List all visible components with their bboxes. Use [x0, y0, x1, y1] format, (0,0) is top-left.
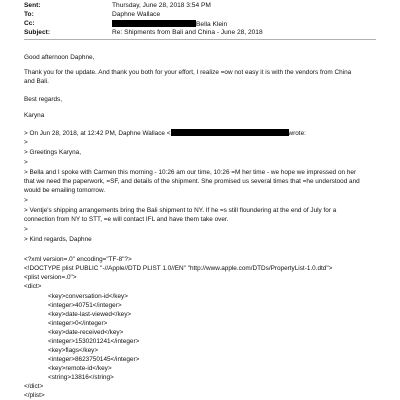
cc-value-row: [112, 20, 227, 29]
plist-line: <plist version=.0">: [24, 274, 77, 281]
sent-value: Thursday, June 28, 2018 3:54 PM: [112, 2, 211, 9]
subject-label: Subject:: [24, 29, 51, 36]
greeting: Good afternoon Daphne,: [24, 54, 95, 61]
to-label: To:: [24, 11, 34, 18]
quote-line: >: [24, 197, 28, 204]
plist-line: <key>flags</key>: [48, 347, 99, 354]
redaction-bar: [112, 20, 196, 27]
plist-line: <string>13816</string>: [48, 374, 114, 381]
plist-line: </dict>: [24, 383, 44, 390]
quote-greeting: > Greetings Karyna,: [24, 149, 82, 156]
quote-header-start: > On Jun 28, 2018, at 12:42 PM, Daphne Wallace <: [24, 130, 171, 137]
quote-line: connection from NY to STT, =e will contact IFL and have them take over.: [24, 216, 229, 223]
quote-line: > Ventje's shipping arrangements bring the Bali shipment to NY. If he =s still floundering at the end of July for a: [24, 207, 337, 214]
plist-line: <integer>0</integer>: [48, 320, 108, 327]
body-paragraph-line: and Bali.: [24, 78, 49, 85]
plist-line: <integer>1530201241</integer>: [48, 338, 140, 345]
quote-closing: > Kind regards, Daphne: [24, 236, 92, 243]
quote-line: would be emailing tomorrow.: [24, 187, 105, 194]
plist-line: <integer>8623750145</integer>: [48, 356, 140, 363]
plist-line: </plist>: [24, 392, 45, 399]
quote-header-end: wrote:: [288, 130, 306, 137]
sender-name: Karyna: [24, 112, 45, 119]
to-value: Daphne Wallace: [112, 11, 161, 18]
plist-line: <integer>40751</integer>: [48, 302, 122, 309]
plist-line: <!DOCTYPE plist PUBLIC "-//Apple//DTD PLIST 1.0//EN" "http://www.apple.com/DTDs/PropertyList-1.0.dtd">: [24, 265, 333, 272]
regards: Best regards,: [24, 96, 63, 103]
subject-value: Re: Shipments from Bali and China - June 28, 2018: [112, 29, 263, 36]
plist-line: <key>conversation-id</key>: [48, 293, 128, 300]
quote-line: > Bella and I spoke with Carmen this morning - 10:26 am our time, 10:26 =M her time - we hope we impressed on her: [24, 169, 357, 176]
quote-line: >: [24, 159, 28, 166]
redaction-bar: [171, 129, 289, 136]
plist-line: <key>date-last-viewed</key>: [48, 311, 132, 318]
quote-line: >: [24, 139, 28, 146]
plist-line: <dict>: [24, 283, 42, 290]
plist-line: <?xml version=.0" encoding="TF-8"?>: [24, 256, 132, 263]
plist-line: <key>date-received</key>: [48, 329, 124, 336]
cc-label: Cc:: [24, 20, 35, 27]
quote-header: [24, 129, 306, 138]
quote-line: that we need the paperwork, =SF, and details of the shipment. She promised us several times that =he understood and: [24, 178, 360, 185]
sent-label: Sent:: [24, 2, 41, 9]
header-divider: [24, 39, 376, 40]
plist-line: <key>remote-id</key>: [48, 365, 112, 372]
body-paragraph-line: Thank you for the update. And thank you both for your effort, I realize =ow not easy it is with the vendors from China: [24, 69, 352, 76]
quote-line: >: [24, 226, 28, 233]
cc-value: Bella Klein: [196, 21, 228, 28]
